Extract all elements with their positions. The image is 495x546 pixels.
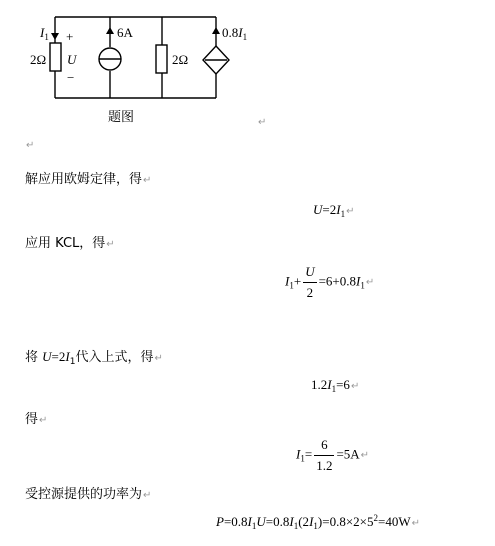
- solution-line-1: 解应用欧姆定律，得↵: [25, 172, 152, 187]
- figure-caption: 题图: [108, 110, 135, 125]
- label-dependent-source: $0.8I_1$: [222, 25, 248, 42]
- equation-1: $U=2I_1↵$: [313, 202, 355, 219]
- equation-3: $1.2I_1=6↵$: [311, 377, 360, 394]
- solution-line-5: 受控源提供的功率为↵: [25, 487, 152, 502]
- label-current-source: 6A: [117, 25, 133, 40]
- label-right-resistor: 2Ω: [172, 52, 189, 67]
- minus-sign: −: [67, 70, 75, 85]
- current-arrow-i1: [51, 33, 59, 40]
- solution-line-4: 得↵: [25, 412, 48, 427]
- label-voltage-u: U: [67, 52, 77, 67]
- paragraph-mark: ↵: [26, 140, 35, 151]
- right-resistor-symbol: [156, 45, 167, 73]
- equation-4: $I_1=$ $\frac{6}{1.2}$ =5A↵: [296, 437, 370, 473]
- solution-line-3: 将 $U=2I_1$代入上式，得↵: [25, 349, 163, 367]
- plus-sign: +: [66, 29, 74, 44]
- paragraph-mark: ↵: [258, 117, 267, 128]
- fraction-6-over-1-2: $\frac{6}{1.2}$: [316, 437, 333, 473]
- left-resistor-symbol: [50, 43, 61, 71]
- label-i1: $I_1$: [40, 25, 49, 42]
- solution-line-2: 应用 KCL，得↵: [25, 236, 115, 251]
- fraction-u-over-2: $\frac{U}{2}$: [305, 264, 315, 300]
- equation-5: $P=0.8I_1U=0.8I_1(2I_1)=0.8\times 2\times 5^2=40W↵$: [216, 513, 420, 531]
- label-left-resistor: 2Ω: [30, 52, 47, 67]
- current-arrow-dependent: [212, 27, 220, 34]
- equation-2: $I_1+$ $\frac{U}{2}$ $=6+0.8I_1↵$: [285, 264, 375, 300]
- current-arrow-6a: [106, 27, 114, 34]
